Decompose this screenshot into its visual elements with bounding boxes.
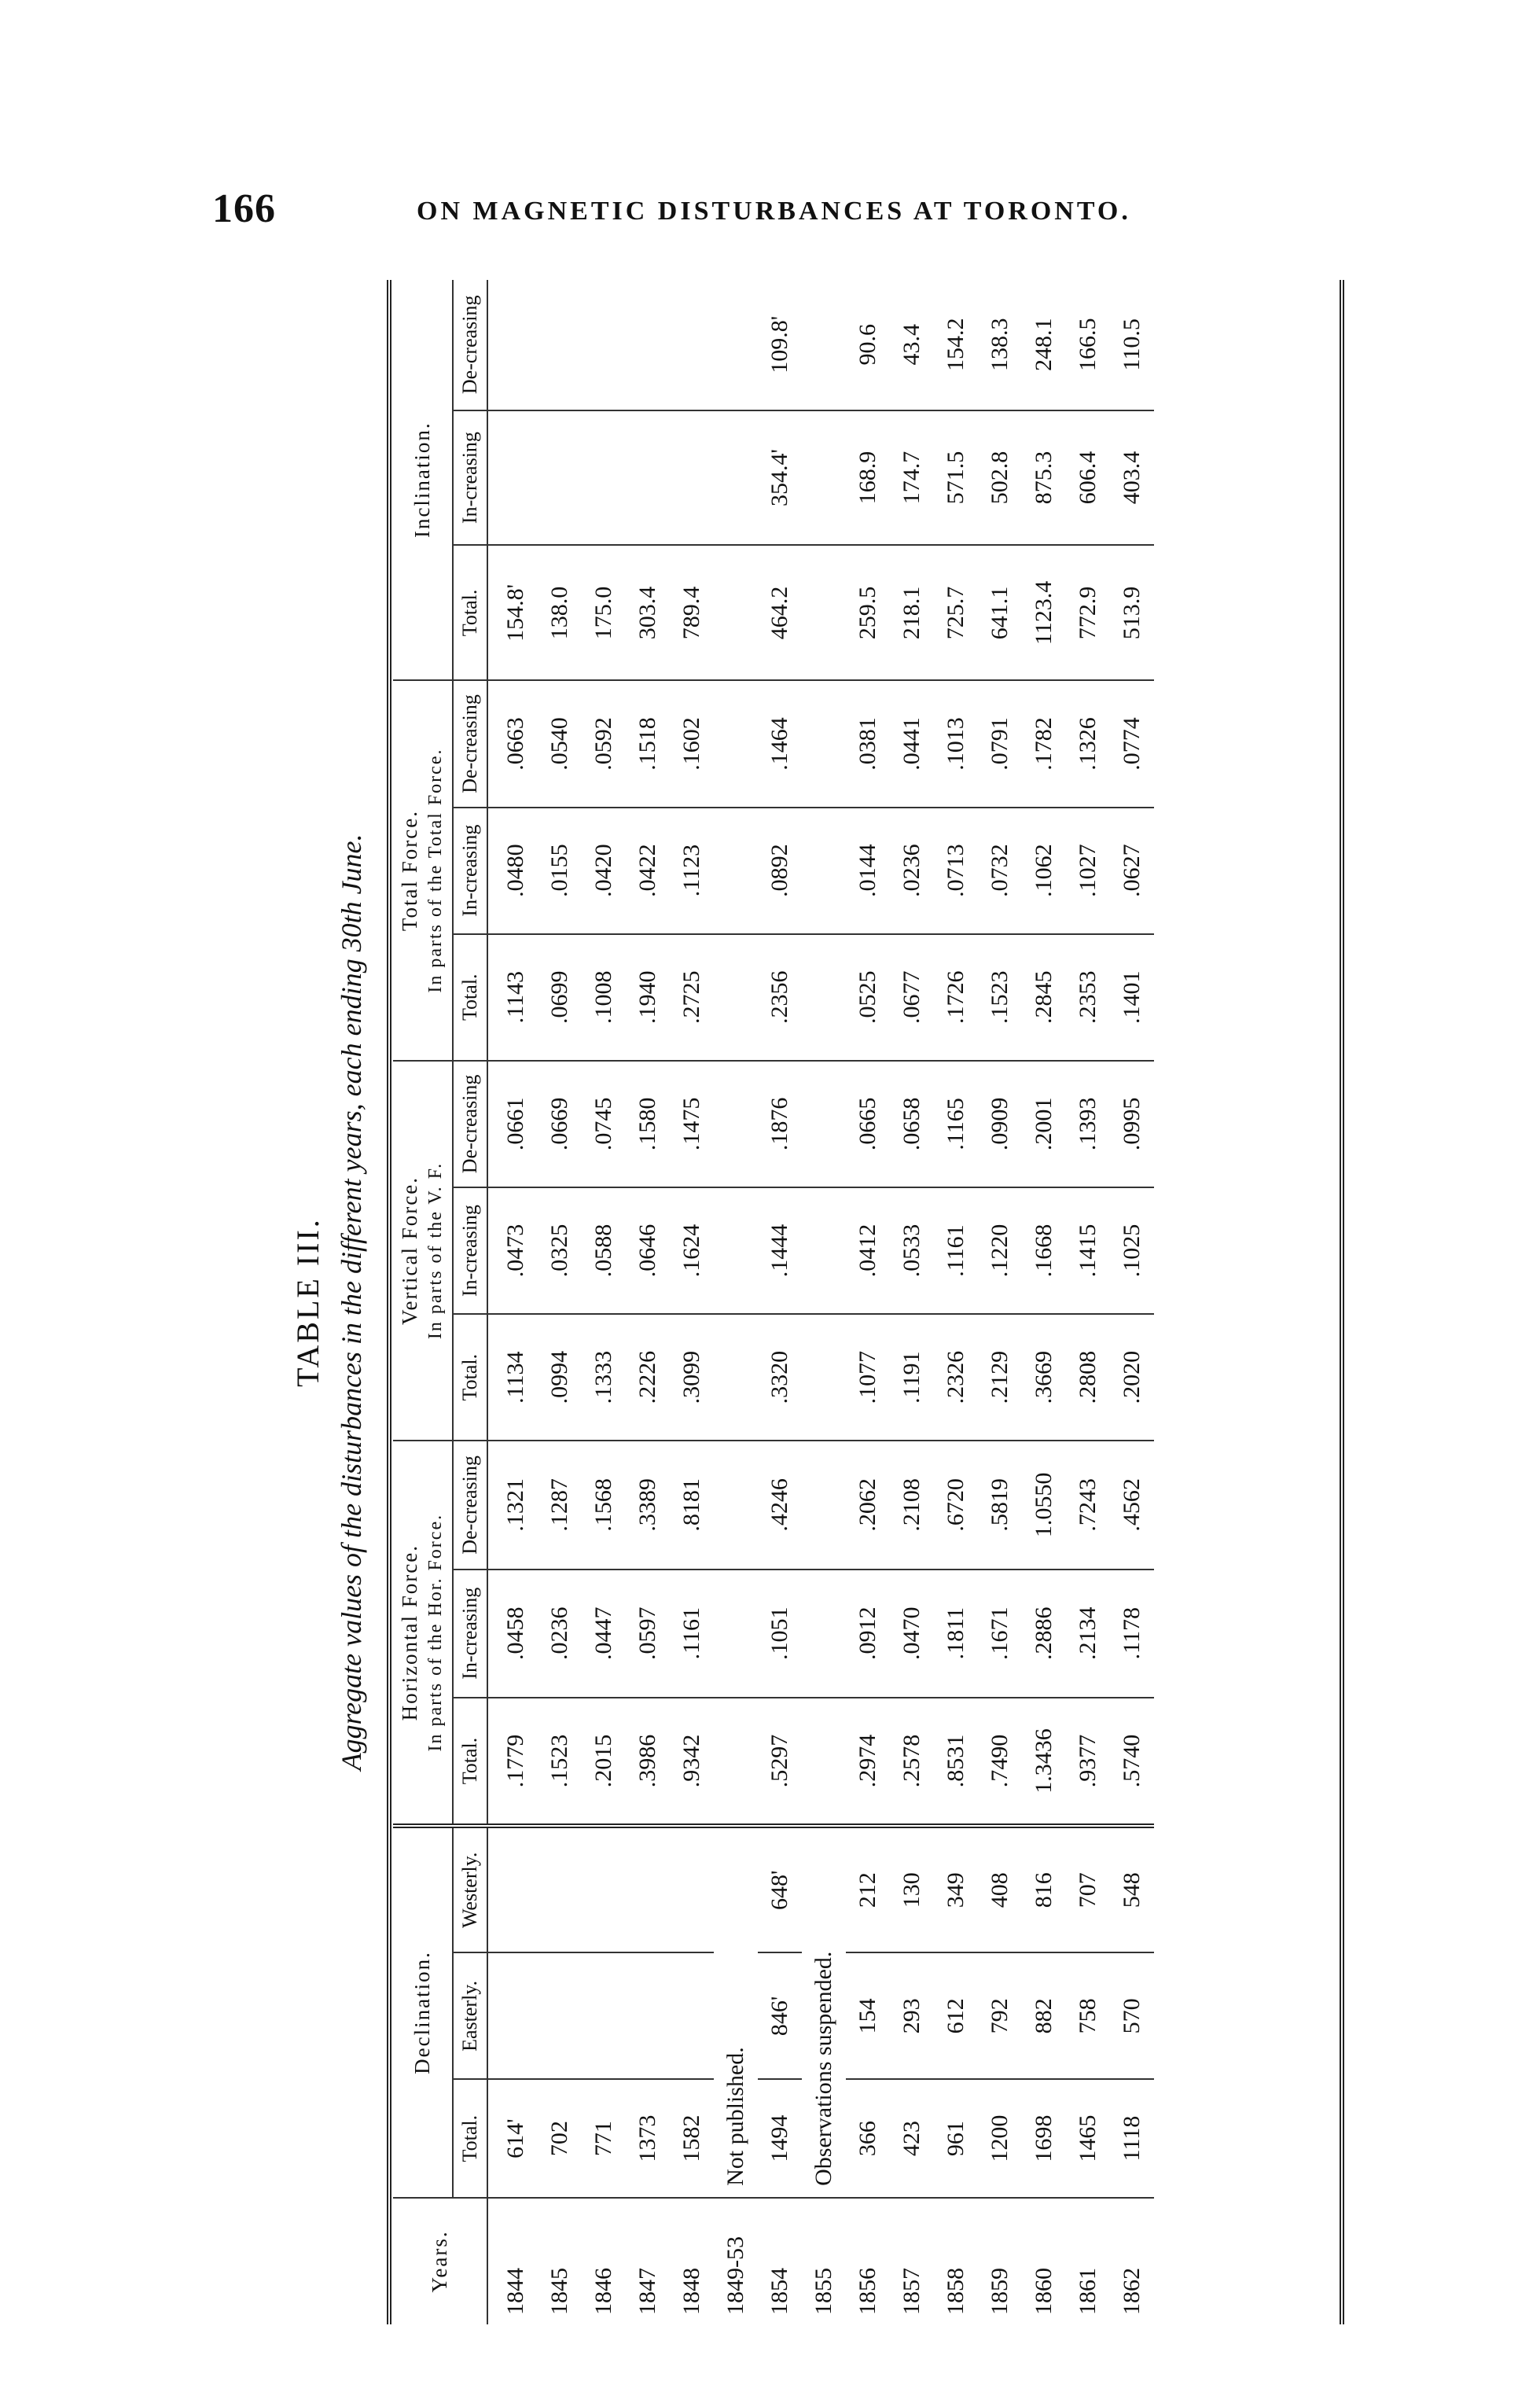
t-decreasing-header: De-creasing [453,680,487,807]
t-total-cell: .0525 [846,934,890,1061]
v-dec-cell: .0665 [846,1061,890,1187]
v-inc-cell: .1668 [1022,1187,1066,1314]
total-force-unit: In parts of the Total Force. [425,748,447,993]
i-increasing-header: In-creasing [453,410,487,546]
v-total-cell: .3099 [670,1314,714,1441]
table-row [538,280,582,2324]
table-row [487,280,538,2324]
i-inc-cell [670,410,714,546]
empty-cell [714,808,758,934]
h-dec-cell: .1321 [487,1441,538,1569]
t-inc-cell: .0627 [1110,808,1154,934]
i-total-cell: 789.4 [670,545,714,680]
t-dec-cell: .0381 [846,680,890,807]
dec-east-cell [487,1952,538,2079]
h-dec-cell: .1287 [538,1441,582,1569]
vertical-force-header [393,1061,453,1441]
i-dec-cell [582,280,626,410]
h-inc-cell: .1051 [758,1570,802,1698]
h-inc-cell: .0597 [626,1570,670,1698]
table-block [283,280,1368,2324]
table-subtitle: Aggregate values of the disturbances in the different years, each ending 30th June. [336,834,367,1771]
t-total-cell: .1940 [626,934,670,1061]
i-inc-cell [487,410,538,546]
dec-east-cell: 882 [1022,1952,1066,2079]
h-dec-cell: .3389 [626,1441,670,1569]
dec-east-cell: 846' [758,1952,802,2079]
i-total-cell: 175.0 [582,545,626,680]
table-row [714,280,758,2324]
t-inc-cell: .0480 [487,808,538,934]
h-dec-cell: .6720 [934,1441,978,1569]
i-dec-cell: 110.5 [1110,280,1154,410]
h-total-cell: 1.3436 [1022,1698,1066,1826]
v-total-cell: .1077 [846,1314,890,1441]
v-inc-cell: .0473 [487,1187,538,1314]
t-total-cell: .0677 [890,934,934,1061]
empty-cell [802,410,846,546]
year-cell: 1845 [546,2268,572,2315]
t-inc-cell: .0144 [846,808,890,934]
dec-east-cell: 792 [978,1952,1022,2079]
v-dec-cell: .1876 [758,1061,802,1187]
table-row [802,280,846,2324]
page-number: 166 [212,186,276,231]
dec-west-cell: 212 [846,1826,890,1952]
dec-east-cell [582,1952,626,2079]
v-inc-cell: .0412 [846,1187,890,1314]
i-total-cell: 303.4 [626,545,670,680]
empty-cell [802,280,846,410]
t-dec-cell: .1602 [670,680,714,807]
h-inc-cell: .1161 [670,1570,714,1698]
h-inc-cell: .0236 [538,1570,582,1698]
year-cell: 1860 [1030,2268,1057,2315]
h-total-cell: .3986 [626,1698,670,1826]
i-inc-cell: 606.4 [1066,410,1110,546]
bottom-rule [1340,280,1344,2324]
year-cell: 1854 [766,2268,792,2315]
dec-total-cell: 423 [890,2079,934,2197]
dec-east-cell: 293 [890,1952,934,2079]
i-dec-cell: 90.6 [846,280,890,410]
dec-westerly-header: Westerly. [453,1826,487,1952]
t-total-cell: .1726 [934,934,978,1061]
empty-cell [802,1187,846,1314]
table-row [846,280,890,2324]
dec-east-cell: 612 [934,1952,978,2079]
dec-total-header: Total. [453,2079,487,2197]
t-dec-cell: .1013 [934,680,978,807]
t-inc-cell: .0892 [758,808,802,934]
v-total-cell: .0994 [538,1314,582,1441]
vertical-force-title: Vertical Force. [398,1176,421,1325]
year-cell: 1862 [1118,2268,1145,2315]
year-cell: 1849-53 [722,2236,748,2315]
table-row [626,280,670,2324]
empty-cell [714,1061,758,1187]
t-total-header: Total. [453,934,487,1061]
h-total-cell: .9342 [670,1698,714,1826]
t-inc-cell: .1123 [670,808,714,934]
h-dec-cell: .4562 [1110,1441,1154,1569]
dec-west-cell: 130 [890,1826,934,1952]
t-total-cell: .1523 [978,934,1022,1061]
i-dec-cell: 109.8' [758,280,802,410]
i-decreasing-header: De-creasing [453,280,487,410]
empty-cell [714,1570,758,1698]
table-row [1022,280,1066,2324]
horizontal-force-unit: In parts of the Hor. Force. [425,1513,447,1752]
i-inc-cell: 571.5 [934,410,978,546]
i-total-cell: 772.9 [1066,545,1110,680]
top-rule [387,280,391,2324]
v-dec-cell: .0909 [978,1061,1022,1187]
year-cell: 1846 [590,2268,616,2315]
h-dec-cell: .7243 [1066,1441,1110,1569]
i-total-cell: 1123.4 [1022,545,1066,680]
i-total-cell: 725.7 [934,545,978,680]
v-dec-cell: .0745 [582,1061,626,1187]
h-inc-cell: .0912 [846,1570,890,1698]
i-dec-cell [626,280,670,410]
t-dec-cell: .1782 [1022,680,1066,807]
v-total-cell: .3669 [1022,1314,1066,1441]
h-total-cell: .8531 [934,1698,978,1826]
year-cell: 1861 [1074,2268,1101,2315]
v-dec-cell: .0669 [538,1061,582,1187]
t-total-cell: .0699 [538,934,582,1061]
t-dec-cell: .0663 [487,680,538,807]
running-head [212,186,1439,248]
i-total-cell: 259.5 [846,545,890,680]
h-total-cell: .5740 [1110,1698,1154,1826]
dec-west-cell [670,1826,714,1952]
i-dec-cell: 166.5 [1066,280,1110,410]
year-cell: 1844 [502,2268,528,2315]
empty-cell [714,1698,758,1826]
v-inc-cell: .1025 [1110,1187,1154,1314]
empty-cell [714,1187,758,1314]
horizontal-force-title: Horizontal Force. [398,1544,421,1721]
empty-cell [714,410,758,546]
h-total-cell: .9377 [1066,1698,1110,1826]
dec-easterly-header: Easterly. [453,1952,487,2079]
dec-west-cell: 408 [978,1826,1022,1952]
empty-cell [802,1441,846,1569]
i-inc-cell: 174.7 [890,410,934,546]
t-dec-cell: .0791 [978,680,1022,807]
i-dec-cell [538,280,582,410]
years-header: Years. [393,2198,487,2324]
year-cell: 1855 [810,2268,836,2315]
i-inc-cell: 354.4' [758,410,802,546]
v-total-cell: .3320 [758,1314,802,1441]
note-cell: Not published. [714,1826,758,2198]
dec-west-cell [538,1826,582,1952]
i-dec-cell [670,280,714,410]
empty-cell [802,1698,846,1826]
year-cell: 1847 [634,2268,660,2315]
i-inc-cell [538,410,582,546]
v-dec-cell: .1580 [626,1061,670,1187]
t-inc-cell: .0732 [978,808,1022,934]
v-inc-cell: .1444 [758,1187,802,1314]
dec-total-cell: 1582 [670,2079,714,2197]
i-total-cell: 138.0 [538,545,582,680]
table-row [890,280,934,2324]
t-dec-cell: .0774 [1110,680,1154,807]
i-inc-cell: 875.3 [1022,410,1066,546]
dec-west-cell [582,1826,626,1952]
v-dec-cell: .0995 [1110,1061,1154,1187]
i-dec-cell: 248.1 [1022,280,1066,410]
note-cell: Observations suspended. [802,1826,846,2198]
h-dec-cell: .2062 [846,1441,890,1569]
h-inc-cell: .1178 [1110,1570,1154,1698]
h-total-cell: .5297 [758,1698,802,1826]
empty-cell [714,934,758,1061]
table-body [487,280,1154,2324]
vertical-force-unit: In parts of the V. F. [425,1161,447,1340]
t-inc-cell: .0713 [934,808,978,934]
v-dec-cell: .0658 [890,1061,934,1187]
dec-west-cell: 707 [1066,1826,1110,1952]
t-total-cell: .1143 [487,934,538,1061]
v-total-cell: .2020 [1110,1314,1154,1441]
dec-total-cell: 1465 [1066,2079,1110,2197]
v-inc-cell: .0533 [890,1187,934,1314]
year-cell: 1859 [986,2268,1013,2315]
t-inc-cell: .0236 [890,808,934,934]
empty-cell [714,280,758,410]
v-inc-cell: .0646 [626,1187,670,1314]
h-inc-cell: .1811 [934,1570,978,1698]
year-cell: 1857 [898,2268,924,2315]
v-total-cell: .1333 [582,1314,626,1441]
v-total-cell: .2129 [978,1314,1022,1441]
empty-cell [714,1314,758,1441]
dec-total-cell: 1200 [978,2079,1022,2197]
empty-cell [802,1314,846,1441]
i-total-header: Total. [453,545,487,680]
dec-total-cell: 614' [487,2079,538,2197]
dec-east-cell [626,1952,670,2079]
dec-total-cell: 961 [934,2079,978,2197]
year-cell: 1856 [854,2268,880,2315]
v-total-cell: .2226 [626,1314,670,1441]
h-dec-cell: .2108 [890,1441,934,1569]
h-inc-cell: .0470 [890,1570,934,1698]
i-total-cell: 218.1 [890,545,934,680]
empty-cell [802,1570,846,1698]
t-dec-cell: .0540 [538,680,582,807]
v-total-header: Total. [453,1314,487,1441]
v-dec-cell: .1475 [670,1061,714,1187]
t-total-cell: .2356 [758,934,802,1061]
t-inc-cell: .1027 [1066,808,1110,934]
dec-west-cell: 349 [934,1826,978,1952]
h-decreasing-header: De-creasing [453,1441,487,1569]
dec-east-cell: 570 [1110,1952,1154,2079]
dec-total-cell: 1373 [626,2079,670,2197]
h-total-cell: .7490 [978,1698,1022,1826]
i-inc-cell: 502.8 [978,410,1022,546]
v-decreasing-header: De-creasing [453,1061,487,1187]
t-dec-cell: .0441 [890,680,934,807]
i-inc-cell: 168.9 [846,410,890,546]
declination-header: Declination. [393,1826,453,2198]
dec-west-cell: 816 [1022,1826,1066,1952]
t-inc-cell: .0420 [582,808,626,934]
i-dec-cell: 43.4 [890,280,934,410]
t-total-cell: .2353 [1066,934,1110,1061]
v-inc-cell: .1624 [670,1187,714,1314]
v-inc-cell: .1415 [1066,1187,1110,1314]
dec-east-cell [538,1952,582,2079]
year-cell: 1848 [678,2268,704,2315]
t-total-cell: .1401 [1110,934,1154,1061]
h-dec-cell: 1.0550 [1022,1441,1066,1569]
v-total-cell: .2326 [934,1314,978,1441]
i-total-cell: 513.9 [1110,545,1154,680]
empty-cell [802,680,846,807]
empty-cell [802,808,846,934]
h-inc-cell: .2134 [1066,1570,1110,1698]
v-inc-cell: .1161 [934,1187,978,1314]
t-increasing-header: In-creasing [453,808,487,934]
total-force-title: Total Force. [398,810,421,932]
dec-east-cell: 154 [846,1952,890,2079]
table-row [1110,280,1154,2324]
empty-cell [802,1061,846,1187]
i-dec-cell: 154.2 [934,280,978,410]
running-title: ON MAGNETIC DISTURBANCES AT TORONTO. [417,197,1131,226]
dec-total-cell: 702 [538,2079,582,2197]
h-inc-cell: .1671 [978,1570,1022,1698]
dec-west-cell [626,1826,670,1952]
v-dec-cell: .0661 [487,1061,538,1187]
dec-total-cell: 1494 [758,2079,802,2197]
h-inc-cell: .0447 [582,1570,626,1698]
t-dec-cell: .1518 [626,680,670,807]
t-dec-cell: .1326 [1066,680,1110,807]
t-dec-cell: .1464 [758,680,802,807]
v-dec-cell: .1393 [1066,1061,1110,1187]
empty-cell [714,545,758,680]
empty-cell [714,680,758,807]
t-total-cell: .2845 [1022,934,1066,1061]
v-total-cell: .1134 [487,1314,538,1441]
v-inc-cell: .1220 [978,1187,1022,1314]
i-inc-cell: 403.4 [1110,410,1154,546]
v-total-cell: .1191 [890,1314,934,1441]
table-row [978,280,1022,2324]
i-inc-cell [626,410,670,546]
i-total-cell: 641.1 [978,545,1022,680]
dec-total-cell: 1698 [1022,2079,1066,2197]
v-dec-cell: .2001 [1022,1061,1066,1187]
h-total-header: Total. [453,1698,487,1826]
dec-west-cell: 548 [1110,1826,1154,1952]
h-dec-cell: .5819 [978,1441,1022,1569]
horizontal-force-header [393,1441,453,1826]
t-inc-cell: .0422 [626,808,670,934]
h-total-cell: .2015 [582,1698,626,1826]
h-total-cell: .2974 [846,1698,890,1826]
i-total-cell: 464.2 [758,545,802,680]
v-total-cell: .2808 [1066,1314,1110,1441]
t-total-cell: .1008 [582,934,626,1061]
v-inc-cell: .0588 [582,1187,626,1314]
table-row [670,280,714,2324]
h-total-cell: .1779 [487,1698,538,1826]
t-total-cell: .2725 [670,934,714,1061]
empty-cell [802,934,846,1061]
h-increasing-header: In-creasing [453,1570,487,1698]
v-inc-cell: .0325 [538,1187,582,1314]
table-row [582,280,626,2324]
i-total-cell: 154.8' [487,545,538,680]
h-inc-cell: .0458 [487,1570,538,1698]
i-dec-cell [487,280,538,410]
i-inc-cell [582,410,626,546]
v-increasing-header: In-creasing [453,1187,487,1314]
t-dec-cell: .0592 [582,680,626,807]
h-dec-cell: .8181 [670,1441,714,1569]
v-dec-cell: .1165 [934,1061,978,1187]
table-row [934,280,978,2324]
table-row [758,280,802,2324]
empty-cell [802,545,846,680]
table-title: TABLE III. [290,1217,325,1387]
empty-cell [714,1441,758,1569]
dec-total-cell: 366 [846,2079,890,2197]
i-dec-cell: 138.3 [978,280,1022,410]
total-force-header [393,680,453,1060]
year-cell: 1858 [942,2268,968,2315]
t-inc-cell: .1062 [1022,808,1066,934]
dec-west-cell [487,1826,538,1952]
dec-west-cell: 648' [758,1826,802,1952]
dec-total-cell: 1118 [1110,2079,1154,2197]
table-row [1066,280,1110,2324]
h-total-cell: .1523 [538,1698,582,1826]
t-inc-cell: .0155 [538,808,582,934]
h-dec-cell: .4246 [758,1441,802,1569]
inclination-header: Inclination. [393,280,453,680]
dec-east-cell [670,1952,714,2079]
h-dec-cell: .1568 [582,1441,626,1569]
dec-total-cell: 771 [582,2079,626,2197]
disturbance-table [393,280,1154,2324]
dec-east-cell: 758 [1066,1952,1110,2079]
h-total-cell: .2578 [890,1698,934,1826]
h-inc-cell: .2886 [1022,1570,1066,1698]
